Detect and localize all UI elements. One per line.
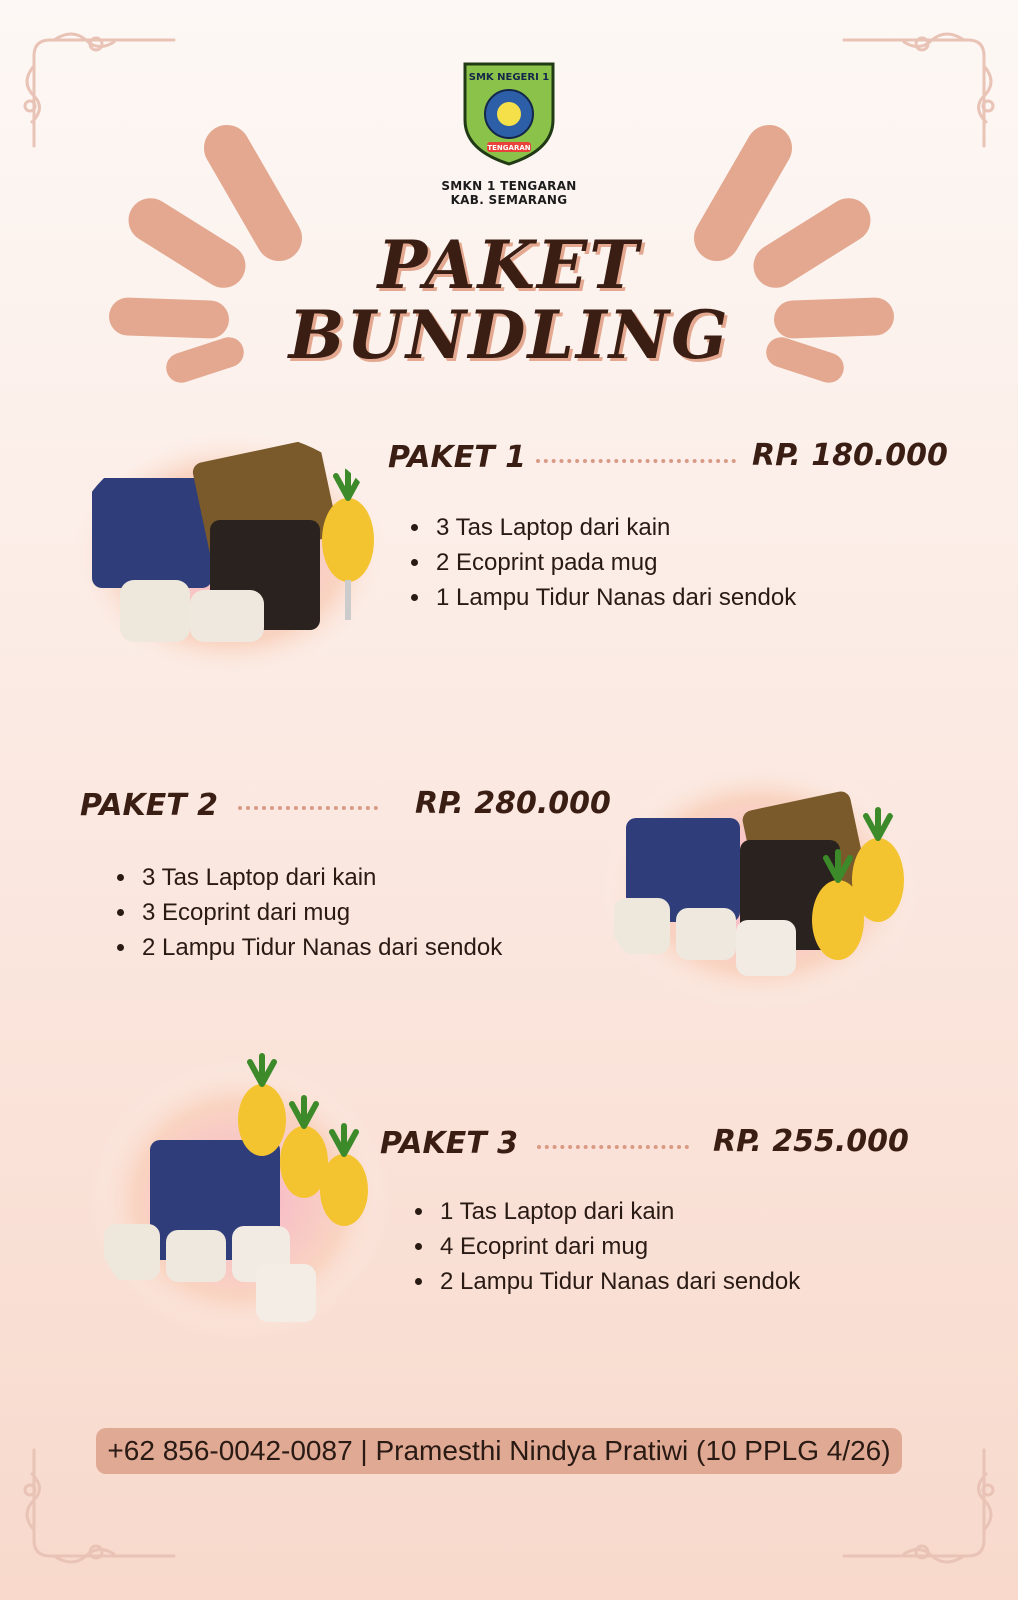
- list-item: • 1 Lampu Tidur Nanas dari sendok: [432, 580, 796, 615]
- ecoprint-mug: [166, 1230, 226, 1282]
- pineapple-lamp: [322, 498, 374, 582]
- package-3-items: [412, 1194, 800, 1299]
- school-region: KAB. SEMARANG: [450, 193, 568, 207]
- list-item: • 3 Tas Laptop dari kain: [138, 860, 502, 895]
- package-2-name: PAKET 2: [80, 788, 218, 823]
- laptop-bag: [92, 478, 212, 588]
- list-item: • 3 Tas Laptop dari kain: [432, 510, 796, 545]
- list-item: • 3 Ecoprint dari mug: [138, 895, 502, 930]
- ecoprint-mug: [256, 1264, 316, 1322]
- package-1-dots: [536, 459, 736, 463]
- school-logo-block: [0, 58, 1018, 207]
- school-logo: [459, 58, 559, 168]
- pineapple-lamp: [812, 880, 864, 960]
- ecoprint-mug: [676, 908, 736, 960]
- pineapple-lamp: [238, 1084, 286, 1156]
- package-2-price: RP. 280.000: [415, 786, 611, 821]
- package-3-image: [90, 1050, 390, 1340]
- package-3-name: PAKET 3: [380, 1126, 518, 1161]
- ecoprint-mug: [614, 898, 670, 954]
- pineapple-lamp: [320, 1154, 368, 1226]
- page-title-line2: BUNDLING: [288, 296, 730, 374]
- ecoprint-mug: [120, 580, 190, 642]
- ecoprint-mug: [104, 1224, 160, 1280]
- ecoprint-mug: [190, 590, 264, 642]
- package-1-price: RP. 180.000: [752, 438, 948, 473]
- package-3-price: RP. 255.000: [713, 1124, 909, 1159]
- footer-contact: +62 856-0042-0087 | Pramesthi Nindya Pratiwi (10 PPLG 4/26): [107, 1435, 891, 1466]
- list-item: • 1 Tas Laptop dari kain: [436, 1194, 800, 1229]
- logo-banner-text: TENGARAN: [487, 144, 531, 152]
- package-3-dots: [537, 1145, 689, 1149]
- school-name: SMKN 1 TENGARAN: [441, 179, 577, 193]
- logo-text: SMK NEGERI 1: [468, 72, 550, 83]
- package-1-image: [70, 430, 390, 680]
- page-title-line1: PAKET: [377, 226, 641, 304]
- list-item: • 2 Lampu Tidur Nanas dari sendok: [138, 930, 502, 965]
- ecoprint-mug: [736, 920, 796, 976]
- package-1-items: [408, 510, 796, 615]
- package-1-name: PAKET 1: [388, 440, 526, 475]
- list-item: • 2 Ecoprint pada mug: [432, 545, 796, 580]
- list-item: • 4 Ecoprint dari mug: [436, 1229, 800, 1264]
- package-2-dots: [238, 806, 378, 810]
- package-2-image: [600, 760, 920, 1010]
- package-2-items: [114, 860, 502, 965]
- list-item: • 2 Lampu Tidur Nanas dari sendok: [436, 1264, 800, 1299]
